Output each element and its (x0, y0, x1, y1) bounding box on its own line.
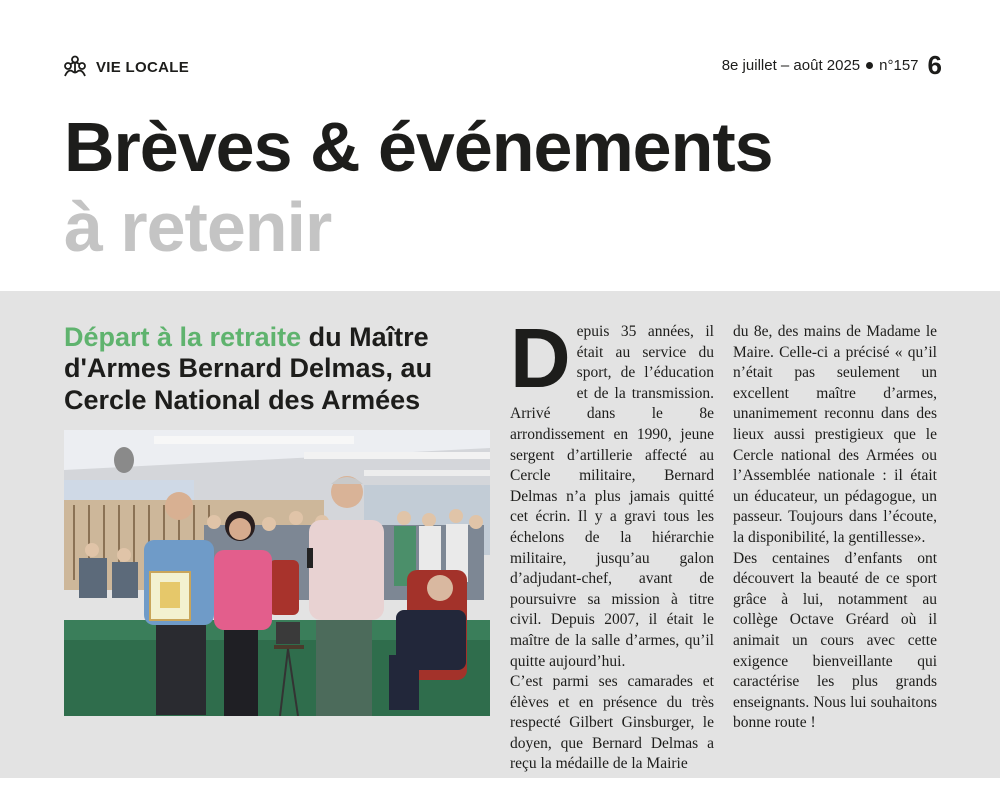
issue-number: n°157 (879, 57, 919, 74)
people-group-icon (62, 54, 88, 80)
article-title-highlight: Départ à la retraite (64, 322, 302, 352)
section-label (62, 54, 189, 80)
page-title-line1: Brèves & événements (64, 108, 773, 186)
section-label-text: VIE LOCALE (96, 58, 190, 76)
paragraph-quote: du 8e, des mains de Madame le Maire. Celle-ci a précisé « qu’il n’était pas seulement un excellent maître d’armes, unanimement reconnu dans des lieux aussi prestigieux que le Cercle national des Armées ou l’Assemblée nationale : il était un éducateur, un pédagogue, un passeur. Toujours dans l’écoute, la disponibilité, la gentillesse». (733, 323, 937, 546)
separator-dot (866, 62, 873, 69)
paragraph-ceremony: C’est parmi ses camarades et élèves et en présence du très respecté Gilbert Ginsburger, le doyen, que Bernard Delmas a reçu la médaille de la Mairie (510, 673, 714, 773)
paragraph-closing: Des centaines d’enfants ont découvert la beauté de ce sport grâce à lui, notamment au collège Octave Gréard où il animait un cours avec cette exigence bienveillante qui caractérise les plus grands enseignants. Nous lui souhaitons bonne route ! (733, 549, 937, 732)
page-header (62, 50, 942, 84)
article-title (64, 322, 494, 416)
event-photo (64, 430, 490, 716)
page-title-line2: à retenir (64, 188, 332, 266)
page-number: 6 (927, 50, 942, 80)
article-column-2 (733, 322, 937, 734)
drop-cap: D (510, 311, 571, 405)
article-column-1 (510, 311, 714, 775)
issue-info (722, 50, 942, 81)
paragraph-intro: epuis 35 années, il était au service du sport, de l’éducation et de la transmission. Arrivé dans le 8e arrondissement en 1990, jeune sergent d’artillerie affecté au Cercle militaire, Bernard Delmas n’a plus jamais quitté cet écrin. Il y a gravi tous les échelons de la hiérarchie militaire, jusqu’au galon d’adjudant-chef, avant de poursuivre sa mission à titre civil. Depuis 2007, il était le maître de la salle d’armes, qu’il quitte aujourd’hui. (510, 323, 714, 670)
issue-date: 8e juillet – août 2025 (721, 57, 861, 74)
article-title-rest: du Maître d'Armes Bernard Delmas, au Cercle National des Armées (64, 322, 433, 415)
